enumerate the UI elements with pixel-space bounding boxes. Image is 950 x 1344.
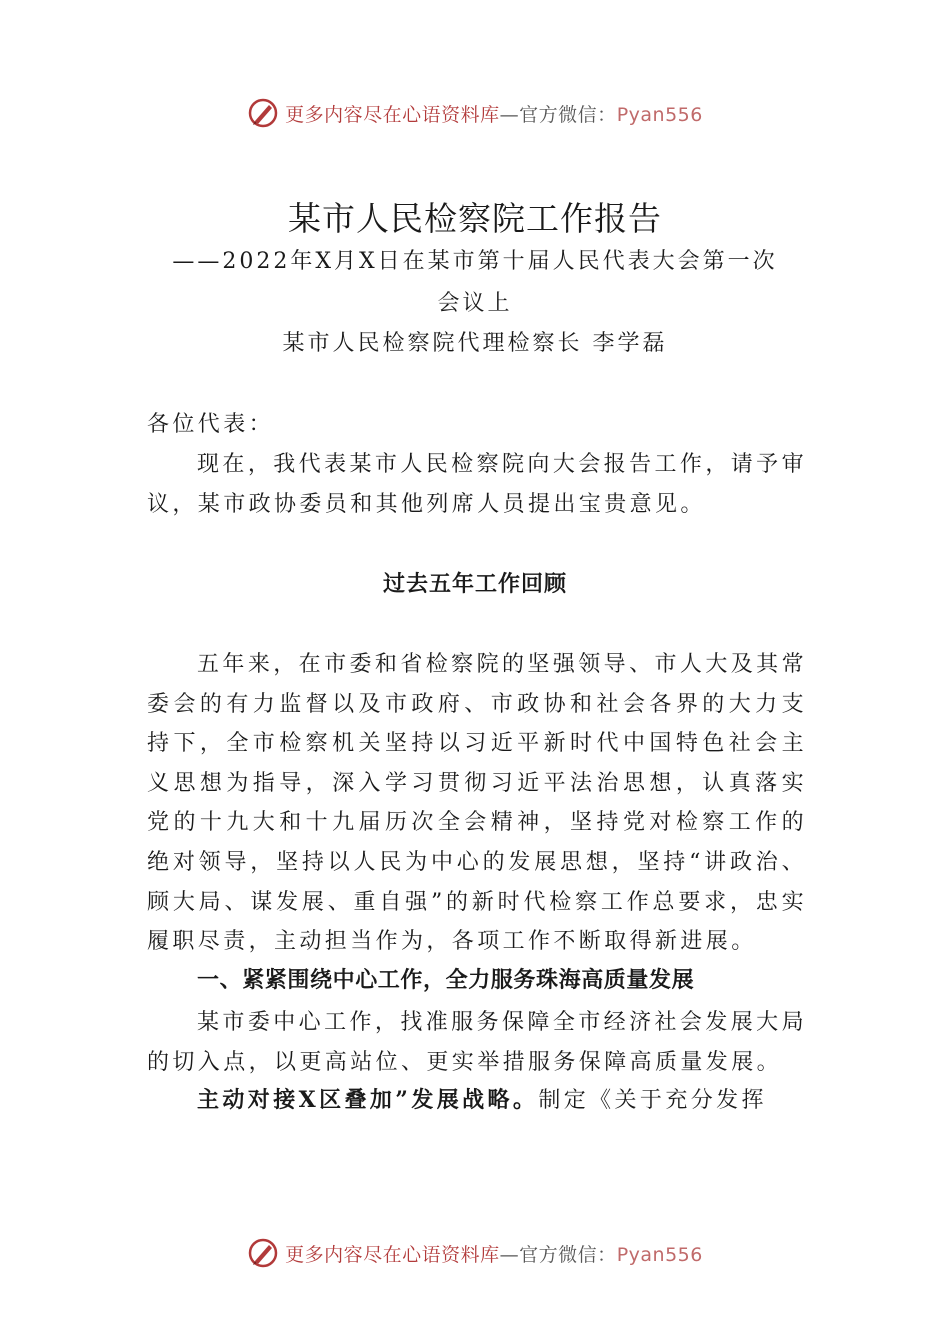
subsection-heading: 一、紧紧围绕中心工作，全力服务珠海高质量发展 [197,968,695,993]
intro-paragraph: 现在，我代表某市人民检察院向大会报告工作，请予审议，某市政协委员和其他列席人员提出宝贵意见。 [147,452,807,517]
banner-wechat-id: Pyan556 [616,103,703,126]
author-line: 某市人民检察院代理检察长 李学磊 [282,331,668,356]
section-heading: 过去五年工作回顾 [382,572,567,597]
banner-slogan: 更多内容尽在心语资料库 [285,1243,500,1266]
top-banner [0,93,950,133]
salutation: 各位代表： [147,412,275,437]
banner-official-label: 官方微信： [519,103,617,126]
strategy-text: 制定《关于充分发挥 [538,1088,767,1113]
subtitle-line-1: ——2022年X月X日在某市第十届人民代表大会第一次 [172,249,778,274]
page-title: 某市人民检察院工作报告 [288,199,662,238]
bottom-banner [0,1233,950,1273]
pen-logo-icon [247,1237,279,1269]
banner-text [285,100,703,127]
banner-slogan: 更多内容尽在心语资料库 [285,103,500,126]
banner-wechat-id: Pyan556 [616,1243,703,1266]
banner-official-label: 官方微信： [519,1243,617,1266]
service-paragraph: 某市委中心工作，找准服务保障全市经济社会发展大局的切入点，以更高站位、更实举措服务保障高质量发展。 [147,1010,807,1075]
pen-logo-icon [247,97,279,129]
banner-dash: — [499,1243,520,1266]
strategy-paragraph [197,1083,767,1114]
banner-text [285,1240,703,1267]
review-paragraph: 五年来，在市委和省检察院的坚强领导、市人大及其常委会的有力监督以及市政府、市政协和社会各界的大力支持下，全市检察机关坚持以习近平新时代中国特色社会主义思想为指导，深入学习贯彻习近平法治思想，认真落实党的十九大和十九届历次全会精神，坚持党对检察工作的绝对领导，坚持以人民为中心的发展思想，坚持“讲政治、顾大局、谋发展、重自强”的新时代检察工作总要求，忠实履职尽责，主动担当作为，各项工作不断取得新进展。 [147,652,807,955]
strategy-lead: 主动对接X区叠加”发展战略。 [197,1087,539,1113]
subtitle-line-2: 会议上 [437,291,513,316]
banner-dash: — [499,103,520,126]
